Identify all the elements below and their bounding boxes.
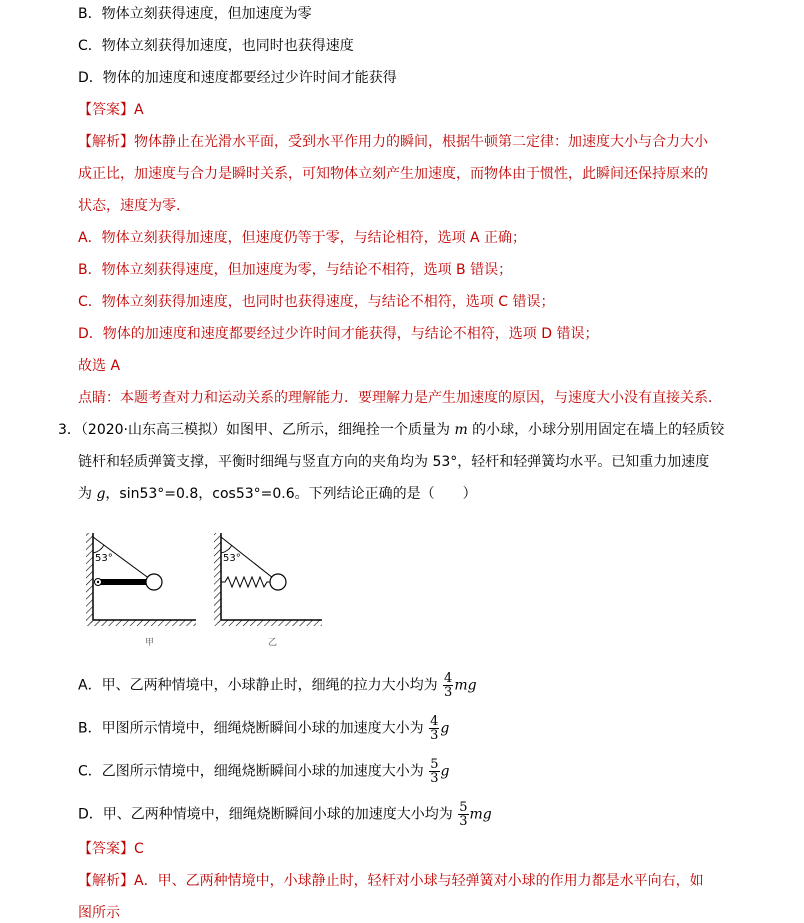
comment-line: 点睛：本题考查对力和运动关系的理解能力．要理解力是产生加速度的原因，与速度大小没有直接关系． (78, 390, 722, 406)
option-b: B．物体立刻获得速度，但加速度为零 (78, 6, 312, 22)
analysis-option-b: B．物体立刻获得速度，但加速度为零，与结论不相符，选项 B 错误； (78, 262, 513, 278)
question-stem-line (78, 484, 477, 504)
option-c: C．物体立刻获得加速度，也同时也获得速度 (78, 38, 354, 54)
angle-arc (93, 545, 104, 553)
option-a (78, 672, 477, 699)
analysis-line: 图所示 (78, 905, 120, 921)
fraction (429, 715, 439, 742)
option-text: B．甲图所示情境中，细绳烧断瞬间小球的加速度大小为 (78, 720, 429, 737)
analysis-option-d: D．物体的加速度和速度都要经过少许时间才能获得，与结论不相符，选项 D 错误； (78, 326, 599, 342)
analysis-line: 【解析】物体静止在光滑水平面，受到水平作用力的瞬间，根据牛顿第二定律：加速度大小与合力大小 (78, 134, 708, 150)
question-number: 3． (58, 422, 81, 438)
figure-jia (86, 533, 196, 648)
mass-symbol: m (454, 422, 468, 438)
option-unit: g (440, 720, 450, 737)
fraction-denominator: 3 (459, 814, 468, 829)
option-c (78, 758, 449, 785)
option-b (78, 715, 449, 742)
option-d: D．物体的加速度和速度都要经过少许时间才能获得 (78, 70, 397, 86)
answer: 【答案】A (78, 102, 144, 118)
floor-hatching (214, 620, 322, 626)
fraction-numerator: 4 (430, 714, 439, 729)
analysis-option-c: C．物体立刻获得加速度，也同时也获得速度，与结论不相符，选项 C 错误； (78, 294, 555, 310)
option-unit: mg (469, 806, 492, 823)
wall-hatching (214, 533, 221, 623)
fraction-numerator: 5 (430, 757, 439, 772)
option-text: A．甲、乙两种情境中，小球静止时，细绳的拉力大小均为 (78, 677, 443, 694)
angle-label: 53° (223, 553, 241, 564)
analysis-line: 成正比，加速度与合力是瞬时关系，可知物体立刻产生加速度，而物体由于惯性，此瞬间还保持原来的 (78, 166, 708, 182)
fraction (443, 672, 453, 699)
wall-hatching (86, 533, 93, 623)
ball (270, 574, 286, 590)
physics-figure (80, 527, 330, 652)
fraction-numerator: 4 (444, 671, 453, 686)
answer: 【答案】C (78, 841, 144, 857)
hinge-pin (97, 581, 99, 583)
fraction-denominator: 3 (430, 771, 439, 786)
stem-text: 为 (78, 486, 97, 502)
fraction-denominator: 3 (430, 728, 439, 743)
question-stem-line: 链杆和轻质弹簧支撑，平衡时细绳与竖直方向的夹角均为 53°，轻杆和轻弹簧均水平。已知重力加速度 (78, 454, 710, 470)
angle-arc (221, 545, 232, 553)
gravity-symbol: g (96, 486, 106, 502)
option-unit: mg (454, 677, 477, 694)
stem-text: ，sin53°=0.8，cos53°=0.6。下列结论正确的是（ ） (105, 486, 477, 502)
analysis-line: 状态，速度为零. (78, 198, 181, 214)
light-rod (100, 579, 146, 585)
fraction-denominator: 3 (444, 685, 453, 700)
choose-line: 故选 A (78, 358, 121, 374)
floor-hatching (86, 620, 196, 626)
option-text: D．甲、乙两种情境中，细绳烧断瞬间小球的加速度大小均为 (78, 806, 458, 823)
option-d (78, 801, 492, 828)
fraction (458, 801, 468, 828)
question-stem (58, 420, 724, 440)
analysis-option-a: A．物体立刻获得加速度，但速度仍等于零，与结论相符，选项 A 正确； (78, 230, 527, 246)
figure-yi (214, 533, 322, 648)
angle-label: 53° (95, 553, 113, 564)
option-unit: g (440, 763, 450, 780)
stem-text: （2020·山东高三模拟）如图甲、乙所示，细绳拴一个质量为 (80, 422, 455, 438)
stem-text: 的小球，小球分别用固定在墙上的轻质铰 (467, 422, 725, 438)
light-spring (221, 577, 270, 587)
fraction (429, 758, 439, 785)
analysis-line: 【解析】A．甲、乙两种情境中，小球静止时，轻杆对小球与轻弹簧对小球的作用力都是水平向右，如 (78, 873, 704, 889)
option-text: C．乙图所示情境中，细绳烧断瞬间小球的加速度大小为 (78, 763, 429, 780)
fraction-numerator: 5 (459, 800, 468, 815)
caption-yi: 乙 (268, 638, 278, 648)
caption-jia: 甲 (145, 638, 155, 648)
ball (146, 574, 162, 590)
